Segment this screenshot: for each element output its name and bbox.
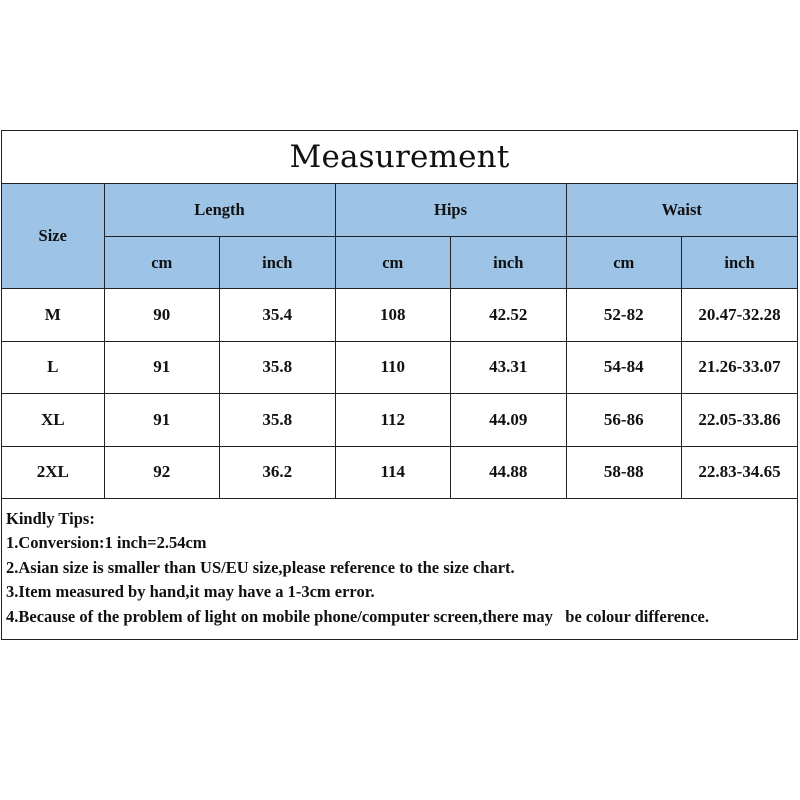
cell-waist-inch: 21.26-33.07 xyxy=(682,341,798,394)
cell-hips-cm: 114 xyxy=(335,446,451,499)
header-hips: Hips xyxy=(335,184,566,237)
cell-waist-inch: 20.47-32.28 xyxy=(682,289,798,342)
cell-waist-cm: 52-82 xyxy=(566,289,682,342)
tip-item: 2.Asian size is smaller than US/EU size,please reference to the size chart. xyxy=(6,557,515,577)
table-row xyxy=(2,446,797,499)
cell-size: M xyxy=(2,289,104,342)
header-unit: cm xyxy=(335,237,451,289)
header-length: Length xyxy=(104,184,335,237)
cell-length-inch: 35.8 xyxy=(220,341,336,394)
cell-length-cm: 91 xyxy=(104,394,220,447)
cell-length-cm: 91 xyxy=(104,341,220,394)
header-unit: inch xyxy=(682,237,798,289)
cell-waist-cm: 54-84 xyxy=(566,341,682,394)
cell-hips-inch: 43.31 xyxy=(451,341,567,394)
cell-size: 2XL xyxy=(2,446,104,499)
cell-waist-cm: 58-88 xyxy=(566,446,682,499)
cell-size: XL xyxy=(2,394,104,447)
chart-title: Measurement xyxy=(2,131,797,184)
header-unit: cm xyxy=(566,237,682,289)
cell-length-cm: 90 xyxy=(104,289,220,342)
cell-hips-cm: 110 xyxy=(335,341,451,394)
cell-waist-inch: 22.05-33.86 xyxy=(682,394,798,447)
cell-waist-inch: 22.83-34.65 xyxy=(682,446,798,499)
table-row xyxy=(2,289,797,342)
size-chart xyxy=(1,130,798,640)
header-unit: inch xyxy=(451,237,567,289)
table-row xyxy=(2,341,797,394)
cell-hips-cm: 112 xyxy=(335,394,451,447)
cell-length-inch: 36.2 xyxy=(220,446,336,499)
tip-item: 3.Item measured by hand,it may have a 1-3cm error. xyxy=(6,582,375,602)
header-row-groups xyxy=(2,184,797,237)
header-waist: Waist xyxy=(566,184,797,237)
cell-waist-cm: 56-86 xyxy=(566,394,682,447)
tip-item: 1.Conversion:1 inch=2.54cm xyxy=(6,533,207,553)
cell-hips-cm: 108 xyxy=(335,289,451,342)
header-unit: cm xyxy=(104,237,220,289)
cell-size: L xyxy=(2,341,104,394)
cell-length-inch: 35.8 xyxy=(220,394,336,447)
header-unit: inch xyxy=(220,237,336,289)
header-size: Size xyxy=(2,184,104,289)
tips-heading: Kindly Tips: xyxy=(6,509,95,528)
header-row-units xyxy=(2,237,797,289)
cell-length-cm: 92 xyxy=(104,446,220,499)
size-table xyxy=(2,184,797,499)
cell-hips-inch: 44.88 xyxy=(451,446,567,499)
cell-hips-inch: 44.09 xyxy=(451,394,567,447)
kindly-tips xyxy=(2,499,797,639)
cell-length-inch: 35.4 xyxy=(220,289,336,342)
table-row xyxy=(2,394,797,447)
cell-hips-inch: 42.52 xyxy=(451,289,567,342)
tip-item: 4.Because of the problem of light on mobile phone/computer screen,there may be colour difference. xyxy=(6,606,710,626)
